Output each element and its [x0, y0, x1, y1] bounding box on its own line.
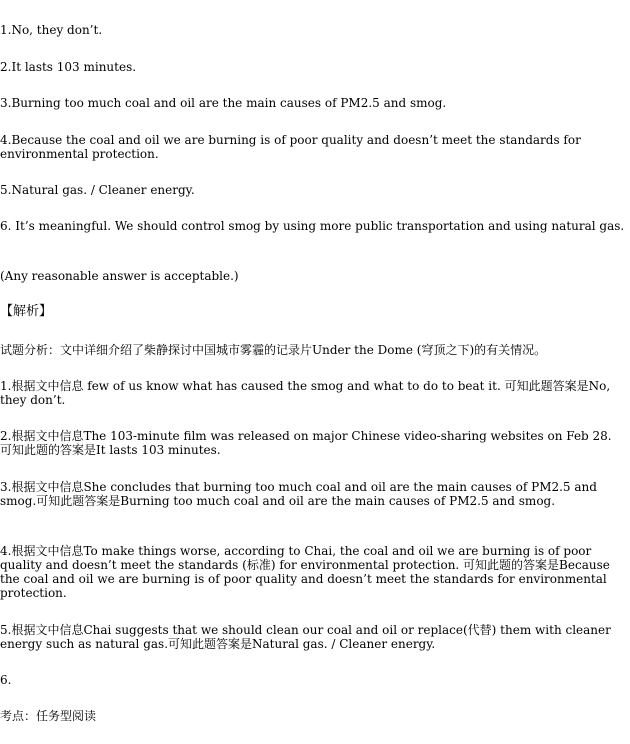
- analysis-item-3: 3.根据文中信息She concludes that burning too much coal and oil are the main causes of PM2.5 and smog.可知此题答案是Burning too much coal and oil are the main causes of PM2.5 and smog.: [0, 480, 597, 508]
- analysis-item-5: 5.根据文中信息Chai suggests that we should clean our coal and oil or replace(代替) them with cleaner energy such as natural gas.可知此题答案是Natural gas. / Cleaner energy.: [0, 623, 611, 651]
- answer-4: 4.Because the coal and oil we are burning is of poor quality and doesn’t meet the standards for environmental protection.: [0, 133, 581, 161]
- analysis-item-4: 4.根据文中信息To make things worse, according to Chai, the coal and oil we are burning is of poor quality and doesn’t meet the standards (标准) for environmental protection. 可知此题的答案是Because the coal and oil we are burning is of poor quality and doesn’t meet the standards for environmental protection.: [0, 544, 610, 600]
- analysis-item-2: 2.根据文中信息The 103-minute film was released on major Chinese video-sharing websites on Feb 28. 可知此题的答案是It lasts 103 minutes.: [0, 429, 612, 457]
- analysis-summary: 试题分析：文中详细介绍了柴静探讨中国城市雾霾的记录片Under the Dome (穹顶之下)的有关情况。: [0, 343, 547, 357]
- answer-1: 1.No, they don’t.: [0, 23, 103, 37]
- answer-note: (Any reasonable answer is acceptable.): [0, 269, 239, 283]
- analysis-item-6: 6.: [0, 673, 12, 687]
- analysis-heading: 【解析】: [0, 304, 53, 319]
- kaodian-label: 考点：任务型阅读: [0, 709, 97, 723]
- answer-3: 3.Burning too much coal and oil are the main causes of PM2.5 and smog.: [0, 96, 447, 110]
- answer-5: 5.Natural gas. / Cleaner energy.: [0, 183, 195, 197]
- analysis-item-1: 1.根据文中信息 few of us know what has caused the smog and what to do to beat it. 可知此题答案是No, they don’t.: [0, 379, 611, 407]
- answer-6: 6. It’s meaningful. We should control smog by using more public transportation and using natural gas.: [0, 219, 625, 233]
- answer-2: 2.It lasts 103 minutes.: [0, 60, 137, 74]
